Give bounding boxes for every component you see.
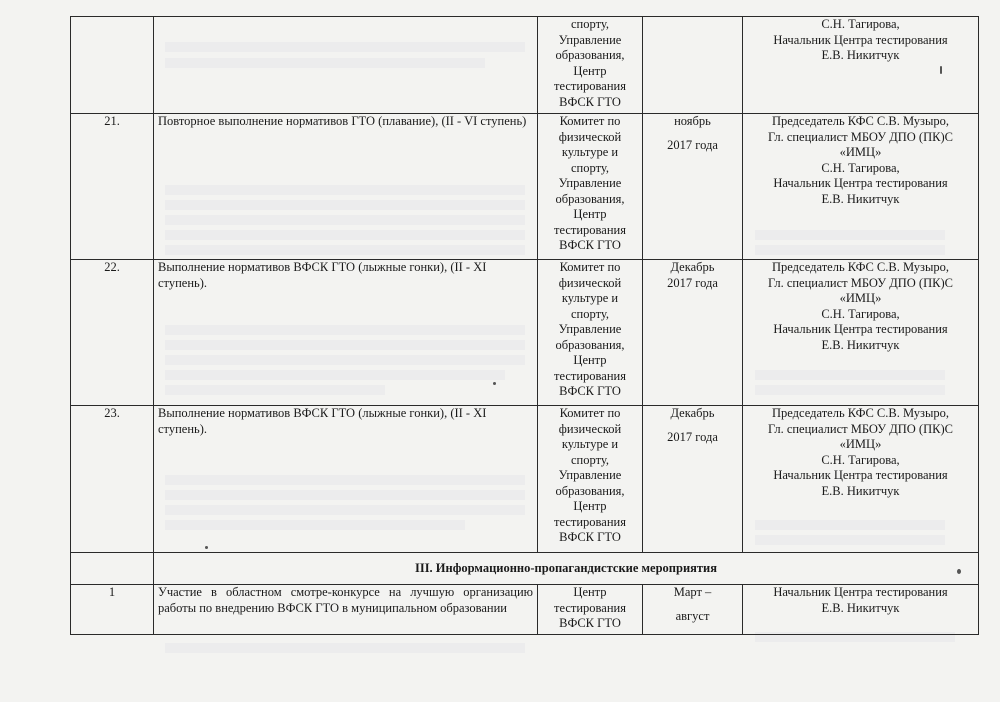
responsible-line: Начальник Центра тестирования	[773, 468, 948, 482]
row-date	[643, 585, 743, 635]
organizer-line: ВФСК ГТО	[559, 530, 621, 544]
date-line: август	[675, 608, 710, 623]
row-responsible	[743, 114, 979, 260]
organizer-line: ВФСК ГТО	[559, 238, 621, 252]
section-title: III. Информационно-пропагандистские мероприятия	[154, 553, 979, 585]
organizer-line: Управление образования,	[555, 468, 625, 498]
responsible-line: Председатель КФС С.В. Музыро,	[772, 114, 949, 128]
row-date	[643, 406, 743, 553]
organizer-line: Комитет по физической культуре и спорту,	[558, 260, 622, 321]
responsible-line: С.Н. Тагирова,	[821, 17, 900, 31]
date-line: 2017 года	[667, 429, 718, 444]
organizer-line: ВФСК ГТО	[559, 616, 621, 630]
table-row	[71, 260, 979, 406]
responsible-line: Е.В. Никитчук	[821, 337, 900, 352]
row-organizer	[538, 406, 643, 553]
row-number	[71, 17, 154, 114]
table-row	[71, 114, 979, 260]
organizer-line: спорту,	[571, 17, 609, 31]
organizer-line: Центр тестирования	[554, 585, 626, 615]
row-description: Выполнение нормативов ВФСК ГТО (лыжные гонки), (II - XI ступень).	[154, 406, 538, 553]
scan-speck	[940, 66, 942, 74]
events-table	[70, 16, 979, 635]
row-description: Выполнение нормативов ВФСК ГТО (лыжные гонки), (II - XI ступень).	[154, 260, 538, 406]
scan-speck	[493, 382, 496, 385]
row-responsible	[743, 17, 979, 114]
date-line: Март –	[673, 585, 712, 599]
row-number: 21.	[71, 114, 154, 260]
row-organizer	[538, 585, 643, 635]
row-description	[154, 17, 538, 114]
responsible-line: Е.В. Никитчук	[821, 48, 900, 62]
row-date	[643, 17, 743, 114]
organizer-line: Управление образования,	[555, 32, 625, 62]
section-row	[71, 553, 979, 585]
row-responsible	[743, 406, 979, 553]
scan-speck	[205, 546, 208, 549]
responsible-line: Начальник Центра тестирования	[773, 585, 948, 599]
responsible-line: Начальник Центра тестирования	[773, 176, 948, 190]
scan-speck	[957, 569, 961, 574]
date-line: 2017 года	[667, 275, 718, 290]
row-date	[643, 260, 743, 406]
responsible-line: С.Н. Тагирова,	[821, 160, 900, 175]
responsible-line: Е.В. Никитчук	[821, 191, 900, 206]
responsible-line: Начальник Центра тестирования	[773, 322, 948, 336]
row-responsible	[743, 585, 979, 635]
organizer-line: Центр тестирования	[554, 353, 626, 383]
row-number: 23.	[71, 406, 154, 553]
row-number: 22.	[71, 260, 154, 406]
organizer-line: ВФСК ГТО	[559, 94, 621, 109]
organizer-line: Комитет по физической культуре и спорту,	[558, 406, 622, 467]
responsible-line: Гл. специалист МБОУ ДПО (ПК)С «ИМЦ»	[768, 275, 953, 305]
table-row	[71, 585, 979, 635]
row-description: Участие в областном смотре-конкурсе на лучшую организацию работы по внедрению ВФСК ГТО в муниципальном образовании	[154, 585, 538, 635]
table-row	[71, 406, 979, 553]
responsible-line: Е.В. Никитчук	[821, 483, 900, 498]
responsible-line: Гл. специалист МБОУ ДПО (ПК)С «ИМЦ»	[768, 129, 953, 159]
organizer-line: Центр тестирования	[554, 499, 626, 529]
responsible-line: Гл. специалист МБОУ ДПО (ПК)С «ИМЦ»	[768, 421, 953, 451]
responsible-line: Начальник Центра тестирования	[773, 32, 948, 47]
row-organizer	[538, 260, 643, 406]
date-line: Декабрь	[670, 406, 715, 420]
organizer-line: Комитет по физической культуре и спорту,	[558, 114, 622, 175]
row-organizer	[538, 17, 643, 114]
table-row	[71, 17, 979, 114]
organizer-line: Управление образования,	[555, 322, 625, 352]
responsible-line: Председатель КФС С.В. Музыро,	[772, 406, 949, 420]
organizer-line: Центр тестирования	[554, 63, 626, 93]
date-line: ноябрь	[674, 114, 711, 128]
row-responsible	[743, 260, 979, 406]
row-number: 1	[71, 585, 154, 635]
row-organizer	[538, 114, 643, 260]
responsible-line: С.Н. Тагирова,	[821, 452, 900, 467]
section-number-cell	[71, 553, 154, 585]
responsible-line: Председатель КФС С.В. Музыро,	[772, 260, 949, 274]
row-description: Повторное выполнение нормативов ГТО (плавание), (II - VI ступень)	[154, 114, 538, 260]
responsible-line: Е.В. Никитчук	[821, 600, 900, 615]
date-line: Декабрь	[670, 260, 715, 274]
organizer-line: Центр тестирования	[554, 207, 626, 237]
responsible-line: С.Н. Тагирова,	[821, 306, 900, 321]
organizer-line: Управление образования,	[555, 176, 625, 206]
organizer-line: ВФСК ГТО	[559, 384, 621, 398]
row-date	[643, 114, 743, 260]
date-line: 2017 года	[667, 137, 718, 152]
